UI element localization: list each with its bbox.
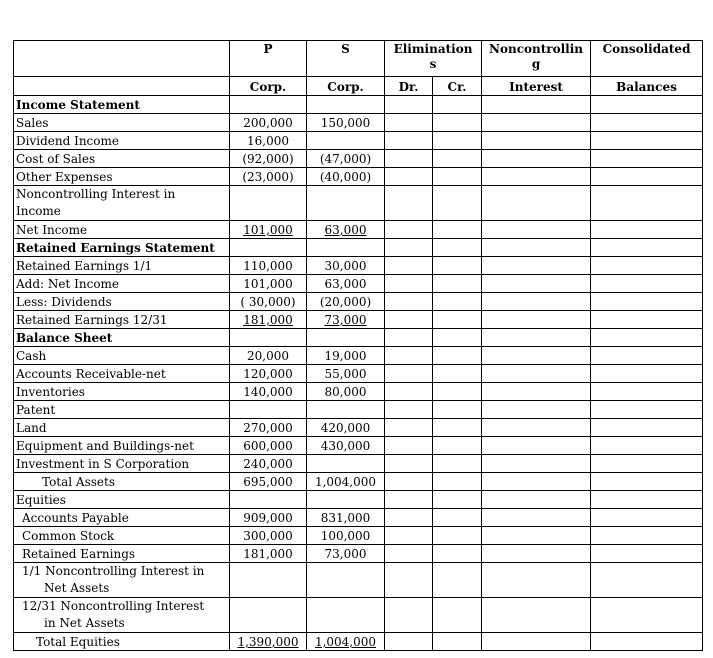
s-value: 430,000 <box>307 437 385 455</box>
empty-cell <box>385 186 433 221</box>
empty-cell <box>433 114 482 132</box>
table-row <box>14 150 703 168</box>
empty-cell <box>591 383 703 401</box>
p-value: 20,000 <box>230 347 307 365</box>
header-dr: Dr. <box>385 77 433 96</box>
header-p: P <box>230 41 307 77</box>
empty-cell <box>591 633 703 651</box>
p-value: 270,000 <box>230 419 307 437</box>
s-value: 73,000 <box>307 311 385 329</box>
empty-cell <box>591 257 703 275</box>
s-value: 1,004,000 <box>307 633 385 651</box>
empty-cell <box>385 221 433 239</box>
empty-cell <box>433 257 482 275</box>
row-label: Equities <box>14 491 230 509</box>
empty-cell <box>433 527 482 545</box>
empty-cell <box>482 455 591 473</box>
empty-cell <box>482 221 591 239</box>
empty-cell <box>433 437 482 455</box>
table-row <box>14 401 703 419</box>
header-s: S <box>307 41 385 77</box>
empty-cell <box>433 545 482 563</box>
empty-cell <box>482 347 591 365</box>
empty-cell <box>591 563 703 598</box>
empty-cell <box>591 293 703 311</box>
empty-cell <box>385 383 433 401</box>
empty-cell <box>591 114 703 132</box>
empty-cell <box>433 293 482 311</box>
empty-cell <box>591 311 703 329</box>
p-value: 300,000 <box>230 527 307 545</box>
empty-cell <box>385 329 433 347</box>
p-value: (23,000) <box>230 168 307 186</box>
table-row <box>14 545 703 563</box>
table-row <box>14 491 703 509</box>
row-label: Accounts Payable <box>14 509 230 527</box>
table-row <box>14 419 703 437</box>
empty-cell <box>482 96 591 114</box>
empty-cell <box>482 186 591 221</box>
empty-cell <box>385 491 433 509</box>
row-label: Common Stock <box>14 527 230 545</box>
empty-cell <box>591 545 703 563</box>
p-value <box>230 401 307 419</box>
empty-cell <box>591 455 703 473</box>
header-eliminations: Elimination s <box>385 41 482 77</box>
p-value <box>230 186 307 221</box>
empty-cell <box>433 455 482 473</box>
consolidation-worksheet <box>13 40 703 651</box>
p-value: 695,000 <box>230 473 307 491</box>
empty-cell <box>482 598 591 633</box>
empty-cell <box>385 96 433 114</box>
s-value: 420,000 <box>307 419 385 437</box>
empty-cell <box>591 509 703 527</box>
p-value: 600,000 <box>230 437 307 455</box>
empty-cell <box>385 527 433 545</box>
empty-cell <box>385 509 433 527</box>
s-value <box>307 186 385 221</box>
s-value: 1,004,000 <box>307 473 385 491</box>
s-value <box>307 491 385 509</box>
empty-cell <box>385 437 433 455</box>
empty-cell <box>433 633 482 651</box>
empty-cell <box>591 491 703 509</box>
empty-cell <box>482 473 591 491</box>
empty-cell <box>591 96 703 114</box>
empty-cell <box>385 132 433 150</box>
p-value: 909,000 <box>230 509 307 527</box>
s-value <box>307 598 385 633</box>
p-value: 101,000 <box>230 275 307 293</box>
table-row <box>14 633 703 651</box>
empty-cell <box>591 347 703 365</box>
empty-cell <box>482 545 591 563</box>
p-value <box>230 239 307 257</box>
empty-cell <box>433 275 482 293</box>
empty-cell <box>385 114 433 132</box>
empty-cell <box>482 114 591 132</box>
row-label: Noncontrolling Interest in Income <box>14 186 230 221</box>
empty-cell <box>385 598 433 633</box>
empty-cell <box>591 527 703 545</box>
table-row <box>14 563 703 598</box>
empty-cell <box>482 419 591 437</box>
p-value: 110,000 <box>230 257 307 275</box>
empty-cell <box>385 401 433 419</box>
table-row <box>14 455 703 473</box>
empty-cell <box>591 221 703 239</box>
table-row <box>14 311 703 329</box>
table-row <box>14 347 703 365</box>
empty-cell <box>433 383 482 401</box>
p-value <box>230 96 307 114</box>
empty-cell <box>482 365 591 383</box>
row-label: Total Equities <box>14 633 230 651</box>
header-nci-interest: Interest <box>482 77 591 96</box>
empty-cell <box>482 563 591 598</box>
s-value <box>307 239 385 257</box>
row-label: Equipment and Buildings-net <box>14 437 230 455</box>
table-row <box>14 527 703 545</box>
table-row <box>14 168 703 186</box>
row-label: Income Statement <box>14 96 230 114</box>
empty-cell <box>433 347 482 365</box>
row-label: Patent <box>14 401 230 419</box>
empty-cell <box>433 168 482 186</box>
empty-cell <box>433 365 482 383</box>
header-cr: Cr. <box>433 77 482 96</box>
empty-cell <box>433 598 482 633</box>
empty-cell <box>385 257 433 275</box>
empty-cell <box>385 545 433 563</box>
row-label: Dividend Income <box>14 132 230 150</box>
p-value <box>230 491 307 509</box>
table-row <box>14 257 703 275</box>
row-label: Retained Earnings 1/1 <box>14 257 230 275</box>
row-label: Less: Dividends <box>14 293 230 311</box>
s-value <box>307 329 385 347</box>
row-label: Investment in S Corporation <box>14 455 230 473</box>
empty-cell <box>482 150 591 168</box>
empty-cell <box>385 347 433 365</box>
header-blank <box>14 77 230 96</box>
s-value: 80,000 <box>307 383 385 401</box>
header-p-corp: Corp. <box>230 77 307 96</box>
header-balances: Balances <box>591 77 703 96</box>
s-value: 100,000 <box>307 527 385 545</box>
row-label: Balance Sheet <box>14 329 230 347</box>
s-value <box>307 563 385 598</box>
p-value <box>230 563 307 598</box>
s-value: 55,000 <box>307 365 385 383</box>
empty-cell <box>482 275 591 293</box>
s-value: (20,000) <box>307 293 385 311</box>
empty-cell <box>591 329 703 347</box>
table-row <box>14 329 703 347</box>
p-value: 16,000 <box>230 132 307 150</box>
header-row-top <box>14 41 703 77</box>
header-blank <box>14 41 230 77</box>
empty-cell <box>591 150 703 168</box>
empty-cell <box>385 473 433 491</box>
table-row <box>14 473 703 491</box>
empty-cell <box>385 365 433 383</box>
empty-cell <box>482 527 591 545</box>
empty-cell <box>591 401 703 419</box>
empty-cell <box>591 473 703 491</box>
empty-cell <box>482 383 591 401</box>
s-value <box>307 401 385 419</box>
empty-cell <box>591 275 703 293</box>
empty-cell <box>385 563 433 598</box>
empty-cell <box>433 473 482 491</box>
row-label: Retained Earnings Statement <box>14 239 230 257</box>
p-value: 1,390,000 <box>230 633 307 651</box>
p-value: 181,000 <box>230 545 307 563</box>
s-value <box>307 455 385 473</box>
table-row <box>14 383 703 401</box>
row-label: Other Expenses <box>14 168 230 186</box>
row-label: Net Income <box>14 221 230 239</box>
empty-cell <box>385 275 433 293</box>
row-label: 12/31 Noncontrolling Interest in Net Assets <box>14 598 230 633</box>
row-label: 1/1 Noncontrolling Interest in Net Assets <box>14 563 230 598</box>
table-row <box>14 598 703 633</box>
p-value: 101,000 <box>230 221 307 239</box>
empty-cell <box>482 401 591 419</box>
empty-cell <box>591 437 703 455</box>
s-value: 63,000 <box>307 221 385 239</box>
table-row <box>14 293 703 311</box>
empty-cell <box>385 150 433 168</box>
row-label: Inventories <box>14 383 230 401</box>
row-label: Accounts Receivable-net <box>14 365 230 383</box>
empty-cell <box>385 633 433 651</box>
row-label: Cost of Sales <box>14 150 230 168</box>
row-label: Retained Earnings <box>14 545 230 563</box>
empty-cell <box>433 401 482 419</box>
empty-cell <box>433 419 482 437</box>
empty-cell <box>433 239 482 257</box>
table-row <box>14 96 703 114</box>
p-value: 181,000 <box>230 311 307 329</box>
table-row <box>14 437 703 455</box>
empty-cell <box>591 186 703 221</box>
empty-cell <box>482 633 591 651</box>
table-row <box>14 132 703 150</box>
empty-cell <box>433 509 482 527</box>
p-value: 120,000 <box>230 365 307 383</box>
table-row <box>14 509 703 527</box>
s-value: (40,000) <box>307 168 385 186</box>
empty-cell <box>433 186 482 221</box>
header-row-bottom <box>14 77 703 96</box>
empty-cell <box>385 419 433 437</box>
s-value: 73,000 <box>307 545 385 563</box>
empty-cell <box>433 329 482 347</box>
empty-cell <box>482 437 591 455</box>
s-value <box>307 96 385 114</box>
empty-cell <box>385 293 433 311</box>
empty-cell <box>482 293 591 311</box>
empty-cell <box>433 132 482 150</box>
empty-cell <box>482 509 591 527</box>
empty-cell <box>433 150 482 168</box>
s-value: 63,000 <box>307 275 385 293</box>
table-row <box>14 275 703 293</box>
table-row <box>14 186 703 221</box>
table-row <box>14 114 703 132</box>
row-label: Sales <box>14 114 230 132</box>
p-value: (92,000) <box>230 150 307 168</box>
header-s-corp: Corp. <box>307 77 385 96</box>
s-value: 150,000 <box>307 114 385 132</box>
header-noncontrolling: Noncontrollin g <box>482 41 591 77</box>
empty-cell <box>591 168 703 186</box>
empty-cell <box>433 491 482 509</box>
empty-cell <box>591 365 703 383</box>
row-label: Land <box>14 419 230 437</box>
empty-cell <box>385 168 433 186</box>
empty-cell <box>482 329 591 347</box>
row-label: Total Assets <box>14 473 230 491</box>
s-value: 19,000 <box>307 347 385 365</box>
p-value: 240,000 <box>230 455 307 473</box>
p-value: ( 30,000) <box>230 293 307 311</box>
empty-cell <box>433 563 482 598</box>
s-value: 831,000 <box>307 509 385 527</box>
empty-cell <box>482 239 591 257</box>
empty-cell <box>482 132 591 150</box>
table-row <box>14 239 703 257</box>
empty-cell <box>482 168 591 186</box>
row-label: Retained Earnings 12/31 <box>14 311 230 329</box>
empty-cell <box>433 96 482 114</box>
row-label: Cash <box>14 347 230 365</box>
empty-cell <box>433 311 482 329</box>
empty-cell <box>385 239 433 257</box>
header-consolidated: Consolidated <box>591 41 703 77</box>
row-label: Add: Net Income <box>14 275 230 293</box>
s-value: (47,000) <box>307 150 385 168</box>
empty-cell <box>482 491 591 509</box>
table-row <box>14 221 703 239</box>
empty-cell <box>591 419 703 437</box>
empty-cell <box>433 221 482 239</box>
s-value <box>307 132 385 150</box>
empty-cell <box>385 311 433 329</box>
table-row <box>14 365 703 383</box>
empty-cell <box>591 598 703 633</box>
p-value: 140,000 <box>230 383 307 401</box>
p-value <box>230 329 307 347</box>
empty-cell <box>482 311 591 329</box>
empty-cell <box>591 132 703 150</box>
empty-cell <box>482 257 591 275</box>
empty-cell <box>591 239 703 257</box>
p-value: 200,000 <box>230 114 307 132</box>
s-value: 30,000 <box>307 257 385 275</box>
empty-cell <box>385 455 433 473</box>
p-value <box>230 598 307 633</box>
